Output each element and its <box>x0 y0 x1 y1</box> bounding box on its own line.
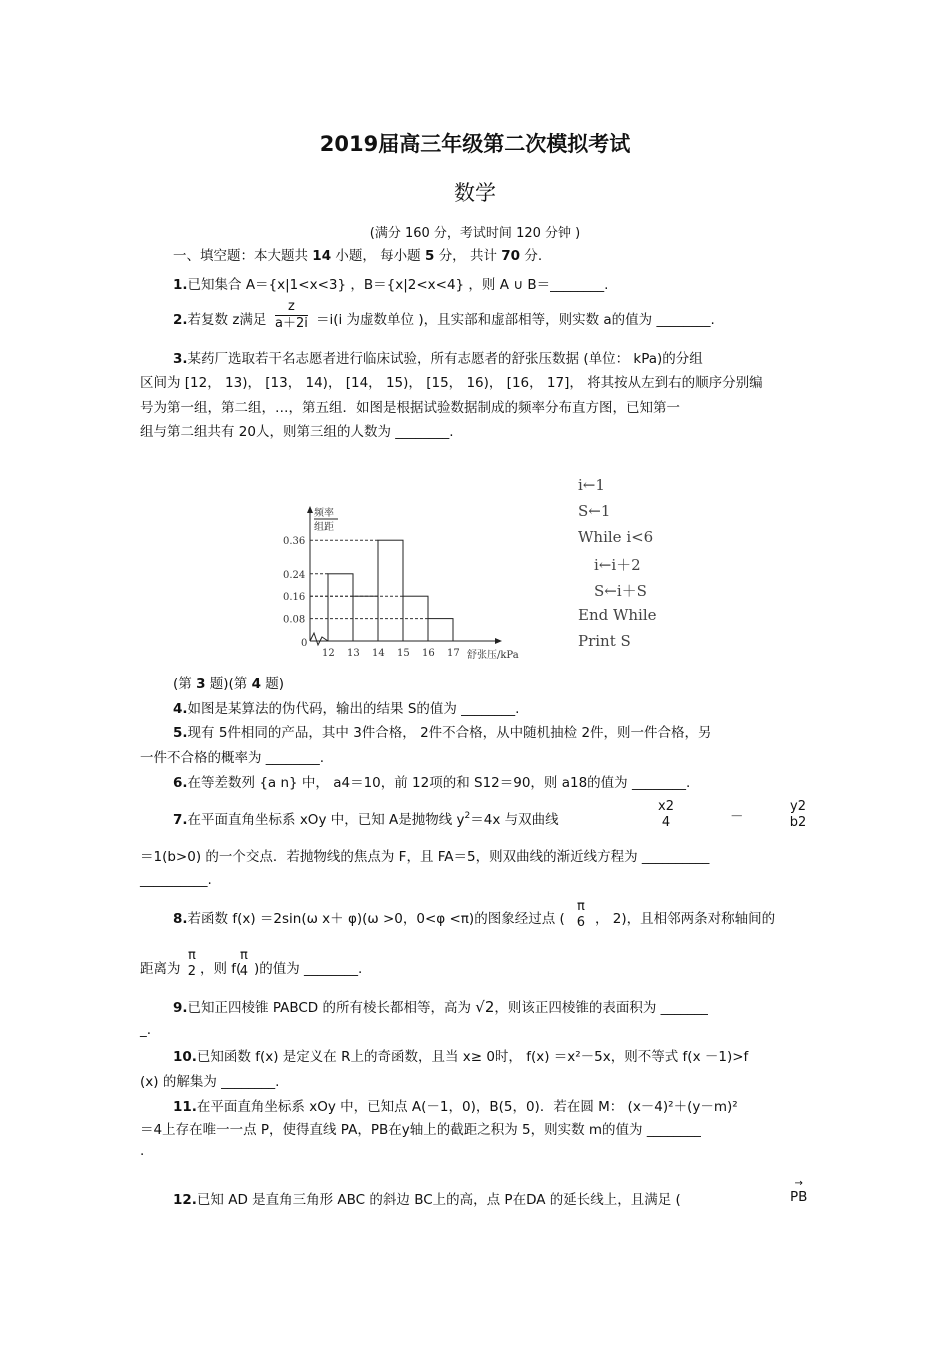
q9-line2: _. <box>140 1022 152 1038</box>
q7-fraction-x: x2 4 <box>658 799 674 830</box>
pseudocode-line: S←i＋S <box>594 582 647 600</box>
subject-title: 数学 <box>454 181 496 205</box>
y-label-numerator: 频率 <box>314 508 334 519</box>
q7-line2: ＝1(b>0) 的一个交点．若抛物线的焦点为 F，且 FA＝5，则双曲线的渐近线方程为 __________ <box>140 849 710 865</box>
pseudocode-line: Print S <box>578 632 631 650</box>
question-4: 4.如图是某算法的伪代码，输出的结果 S的值为 ________. <box>173 701 520 717</box>
question-11: 11.在平面直角坐标系 xOy 中，已知点 A(－1，0)，B(5，0)．若在圆 M： (x－4)²＋(y－m)² <box>173 1099 738 1115</box>
question-12: 12.已知 AD 是直角三角形 ABC 的斜边 BC上的高，点 P在DA 的延长线上，且满足 ( <box>173 1192 681 1208</box>
exam-info: (满分 160 分，考试时间 120 分钟 ) <box>369 226 581 241</box>
question-7: 7.在平面直角坐标系 xOy 中，已知 A是抛物线 $y^2=4x$ 与双曲线 <box>173 811 559 828</box>
question-1: 1.已知集合 A＝{x|1<x<3} ，B＝{x|2<x<4} ，则 A ∪ B＝________. <box>173 277 609 293</box>
q12-vector-pb: → PB <box>790 1178 808 1205</box>
pseudocode-line: S←1 <box>578 502 611 520</box>
pseudocode-line: While i<6 <box>578 528 654 546</box>
q7-fraction-y: y2 b2 <box>789 799 807 830</box>
q10-line2: (x) 的解集为 ________. <box>140 1074 280 1090</box>
x-axis-arrow <box>495 638 502 644</box>
x-tick-label: 17 <box>447 648 460 659</box>
y-tick-label: 0.08 <box>283 614 306 626</box>
question-2: 2.若复数 z满足 <box>173 312 267 328</box>
pseudocode-line: End While <box>578 606 657 624</box>
y-axis-arrow <box>307 506 313 513</box>
question-9: 9.已知正四棱锥 PABCD 的所有棱长都相等，高为 √2，则该正四棱锥的表面积为 _______ <box>173 998 708 1016</box>
q3-line4: 组与第二组共有 20人，则第三组的人数为 ________. <box>140 424 454 440</box>
y-tick-label: 0.36 <box>283 536 306 548</box>
q7-line3: __________. <box>140 872 212 888</box>
q7-minus: － <box>730 809 744 825</box>
x-tick-label: 15 <box>397 648 410 659</box>
q8-line2-mid: ，则 f( <box>200 961 242 977</box>
q3-line3: 号为第一组，第二组，…，第五组．如图是根据试验数据制成的频率分布直方图，已知第一 <box>140 400 680 416</box>
q2-fraction: $\frac{z}{a+2i}$ <box>275 299 308 331</box>
x-axis-label: 舒张压/kPa <box>467 650 519 661</box>
axis-break <box>310 633 328 645</box>
question-8: 8.若函数 f(x) ＝2sin(ω x＋ φ)(ω >0，0<φ <π)的图象经过点 ( <box>173 911 565 927</box>
q8-fraction-pi4: π 4 <box>239 948 249 979</box>
question-6: 6.在等差数列 {a n} 中， a4＝10，前 12项的和 S12＝90，则 a18的值为 ________. <box>173 775 691 791</box>
histogram-bar <box>378 540 403 641</box>
q2-rest: ＝i(i 为虚数单位 )，且实部和虚部相等，则实数 a的值为 ________. <box>316 312 715 328</box>
question-3: 3.某药厂选取若干名志愿者进行临床试验，所有志愿者的舒张压数据 (单位： kPa)的分组 <box>173 351 703 367</box>
q8-fraction-pi2: π 2 <box>187 948 197 979</box>
y-label-denominator: 组距 <box>314 522 334 533</box>
q8-fraction-pi6: π 6 <box>576 899 586 930</box>
pseudocode-line: i←1 <box>578 476 605 494</box>
histogram-bar <box>428 619 453 641</box>
question-5: 5.现有 5件相同的产品，其中 3件合格， 2件不合格，从中随机抽检 2件，则一件合格，另 <box>173 725 712 741</box>
x-tick-label: 16 <box>422 648 435 659</box>
histogram-bar <box>328 574 353 641</box>
y-tick-label: 0.24 <box>283 569 306 581</box>
q5-line2: 一件不合格的概率为 ________. <box>140 750 325 766</box>
question-10: 10.已知函数 f(x) 是定义在 R上的奇函数，且当 x≥ 0时， f(x) ＝x²－5x，则不等式 f(x －1)>f <box>173 1049 749 1065</box>
q8-line2-end: )的值为 ________. <box>254 961 363 977</box>
q11-line2: ＝4上存在唯一一点 P，使得直线 PA，PB在y轴上的截距之积为 5，则实数 m的值为 ________ <box>140 1122 701 1138</box>
q8-rest: ， 2)，且相邻两条对称轴间的 <box>595 911 776 927</box>
section-heading: 一、填空题：本大题共 14 小题， 每小题 5 分， 共计 70 分. <box>173 248 543 264</box>
q3-line2: 区间为 [12， 13)， [13， 14)， [14， 15)， [15， 16)， [16， 17]， 将其按从左到右的顺序分别编 <box>140 375 763 391</box>
y-tick-label: 0.16 <box>283 592 306 604</box>
q8-line2: 距离为 <box>140 961 181 977</box>
x-tick-label: 13 <box>347 648 360 659</box>
origin-label: 0 <box>301 638 308 649</box>
x-tick-label: 12 <box>322 648 335 659</box>
q11-line3: . <box>140 1143 145 1159</box>
page-title: 2019届高三年级第二次模拟考试 <box>319 132 631 156</box>
x-tick-label: 14 <box>372 648 385 659</box>
pseudocode-line: i←i＋2 <box>594 556 641 574</box>
figure-captions: (第 3 题)(第 4 题) <box>173 676 285 692</box>
histogram-chart <box>270 500 540 665</box>
